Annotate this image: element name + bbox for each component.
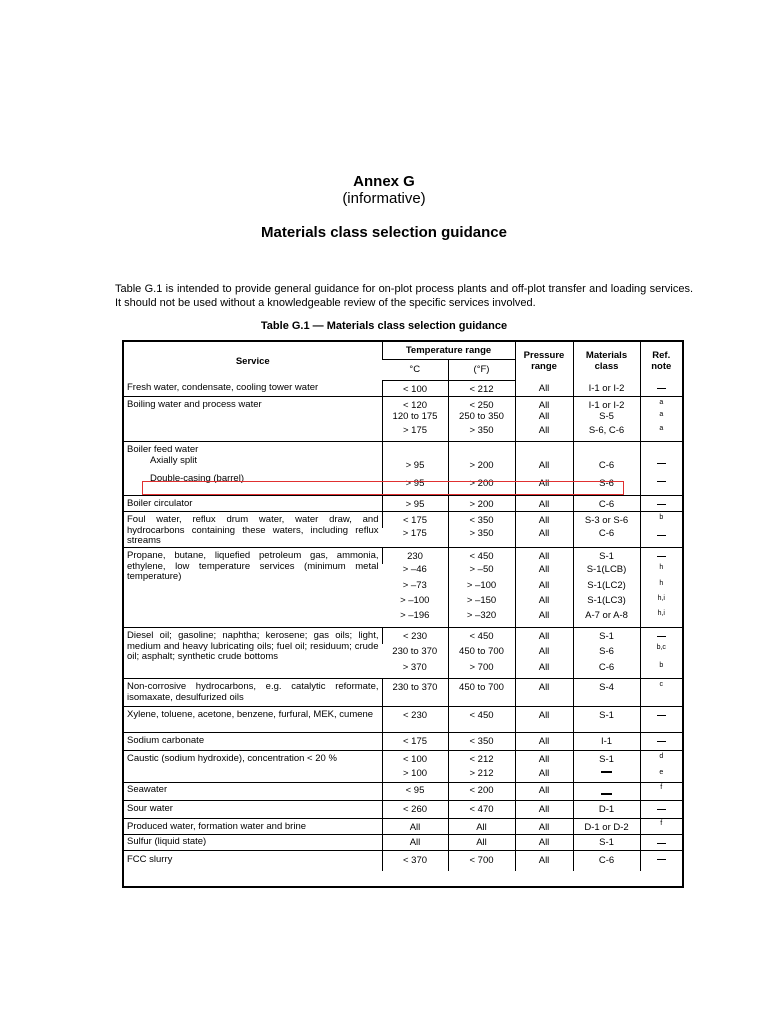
ref-note-cell (640, 851, 682, 871)
ref-note-cell: h,i (640, 595, 682, 610)
pressure-cell: All (515, 456, 573, 474)
ref-note-cell (640, 628, 682, 644)
header-temperature-range: Temperature range (382, 342, 515, 359)
materials-class-cell: D-1 (573, 801, 640, 819)
pressure-cell: All (515, 679, 573, 707)
temp-c-cell: > 100 (382, 767, 448, 783)
row-diesel-oil (124, 628, 682, 679)
temp-f-cell: > 700 (448, 662, 515, 679)
temp-f-cell: > 350 (448, 528, 515, 548)
materials-class-cell (573, 767, 640, 783)
service-cell: Boiler feed water (127, 444, 199, 455)
table-caption: Table G.1 — Materials class selection guidance (260, 320, 508, 332)
annex-title: Annex G (353, 173, 415, 190)
materials-class-cell: S-1 (573, 835, 640, 851)
temp-c-cell: 230 to 370 (392, 645, 438, 657)
page-title: Materials class selection guidance (261, 224, 507, 241)
materials-class-cell: I-1 (573, 733, 640, 751)
pressure-cell: All (515, 496, 573, 512)
temp-f-cell: > 350 (448, 425, 515, 442)
materials-class-cell: C-6 (573, 456, 640, 474)
ref-note-cell: h (640, 580, 682, 595)
row-propane-low-temp (124, 548, 682, 628)
materials-class-cell: S-4 (573, 679, 640, 707)
pressure-cell: All (515, 595, 573, 610)
pressure-cell: All (515, 644, 573, 662)
temp-f-cell: < 450 (448, 548, 515, 564)
temp-c-cell: 230 to 370 (382, 679, 448, 707)
row-fcc-slurry (124, 851, 682, 871)
temp-f-cell: 450 to 700 (448, 644, 515, 662)
dash-mark (657, 535, 666, 536)
temp-f-cell: 250 to 350 (448, 411, 515, 425)
temp-c-cell: < 95 (382, 783, 448, 801)
row-sulfur (124, 835, 682, 851)
temp-f-cell: < 250 (448, 396, 515, 411)
service-cell: Sodium carbonate (127, 735, 205, 746)
ref-note-cell (640, 548, 682, 564)
ref-note-cell (640, 707, 682, 733)
temp-c-cell: > 95 (382, 456, 448, 474)
pressure-cell: All (515, 564, 573, 580)
service-cell: Propane, butane, liquefied petroleum gas, ammonia, ethylene, low temperature services (minimum metal temperature) (127, 550, 379, 582)
table-header (124, 342, 682, 380)
temp-f-cell: > –150 (448, 595, 515, 610)
materials-class-cell: S-6 (573, 644, 640, 662)
temp-c-cell: > –196 (400, 609, 430, 621)
service-cell: Diesel oil; gasoline; naphtha; kerosene; gas oils; light, medium and heavy lubricating oils; fuel oil; residuum; crude oil; asphalt; synthetic crude bottoms (127, 630, 379, 662)
pressure-cell: All (515, 512, 573, 528)
highlight-box (142, 481, 624, 495)
pressure-cell: All (515, 851, 573, 871)
materials-table (122, 340, 684, 888)
intro-paragraph: Table G.1 is intended to provide general guidance for on-plot process plants and off-plot transfer and loading services. It should not be used without a knowledgeable review of the specific services involved. (115, 283, 693, 309)
temp-f-cell: < 450 (448, 707, 515, 733)
pressure-cell: All (515, 783, 573, 801)
temp-c-cell: < 260 (382, 801, 448, 819)
pressure-cell: All (515, 528, 573, 548)
row-xylene (124, 707, 682, 733)
temp-c-cell: < 100 (382, 380, 448, 396)
temp-f-cell: > –100 (448, 580, 515, 595)
temp-c-cell: < 230 (382, 628, 448, 644)
materials-class-cell: S-1 (573, 707, 640, 733)
temp-c-cell: < 175 (382, 512, 448, 528)
row-sodium-carbonate (124, 733, 682, 751)
materials-class-cell: S-1 (573, 628, 640, 644)
pressure-cell: All (515, 396, 573, 411)
pressure-cell: All (515, 628, 573, 644)
ref-note-cell (640, 380, 682, 396)
pressure-cell: All (515, 733, 573, 751)
temp-c-cell: 120 to 175 (382, 411, 448, 425)
temp-c-cell: 230 (382, 548, 448, 564)
temp-f-cell: All (448, 835, 515, 851)
temp-f-cell: > 200 (448, 474, 515, 496)
service-cell: Sulfur (liquid state) (127, 836, 207, 847)
header-materials-class: Materials class (573, 342, 640, 380)
temp-c-cell: All (382, 835, 448, 851)
dash-mark (657, 809, 666, 810)
materials-class-cell: S-6, C-6 (573, 425, 640, 442)
temp-f-cell: < 350 (448, 512, 515, 528)
service-cell-double-casing: Double-casing (barrel) (150, 472, 244, 484)
service-cell: Caustic (sodium hydroxide), concentration < 20 % (127, 753, 337, 764)
dash-mark (657, 556, 666, 557)
materials-class-cell: S-6 (573, 474, 640, 496)
dash-mark (657, 463, 666, 464)
temp-c-cell: All (382, 819, 448, 835)
materials-class-cell (573, 783, 640, 801)
temp-f-cell: < 200 (448, 783, 515, 801)
header-service: Service (235, 355, 270, 367)
header-deg-f: (°F) (448, 359, 515, 380)
materials-class-cell: C-6 (573, 528, 640, 548)
pressure-cell: All (515, 819, 573, 835)
temp-f-cell: > 212 (448, 767, 515, 783)
service-cell: Boiler circulator (127, 498, 193, 509)
temp-c-cell: < 370 (382, 851, 448, 871)
temp-c-cell: < 120 (382, 396, 448, 411)
temp-f-cell: < 350 (448, 733, 515, 751)
pressure-cell: All (515, 425, 573, 442)
temp-f-cell: < 212 (448, 380, 515, 396)
pressure-cell: All (515, 548, 573, 564)
row-caustic (124, 751, 682, 783)
service-cell: Sour water (127, 803, 173, 814)
temp-f-cell: > 200 (448, 496, 515, 512)
service-cell: Xylene, toluene, acetone, benzene, furfural, MEK, cumene (127, 709, 374, 720)
row-produced-water (124, 819, 682, 835)
dash-mark (657, 715, 666, 716)
row-seawater (124, 783, 682, 801)
dash-mark (657, 843, 666, 844)
row-foul-water (124, 512, 682, 548)
header-deg-c: °C (382, 359, 448, 380)
annex-informative-label: (informative) (342, 190, 426, 207)
materials-class-cell: C-6 (573, 662, 640, 679)
service-cell: Fresh water, condensate, cooling tower water (127, 382, 319, 393)
ref-note-cell: c (640, 679, 682, 707)
dash-mark (657, 741, 666, 742)
ref-note-cell: a (640, 425, 682, 442)
row-sour-water (124, 801, 682, 819)
materials-class-cell: S-1(LC2) (573, 580, 640, 595)
ref-note-cell (640, 733, 682, 751)
header-pressure-range: Pressure range (515, 342, 573, 380)
ref-note-cell: d (640, 751, 682, 767)
materials-class-cell: S-5 (573, 411, 640, 425)
materials-class-cell: A-7 or A-8 (573, 610, 640, 628)
temp-c-cell: > 175 (402, 527, 427, 539)
materials-class-cell: S-1(LCB) (573, 564, 640, 580)
temp-c-cell: > –46 (402, 563, 427, 575)
dash-mark (657, 388, 666, 389)
materials-class-cell: S-1 (573, 751, 640, 767)
ref-note-cell: f (640, 783, 682, 801)
temp-f-cell: 450 to 700 (448, 679, 515, 707)
row-fresh-water (124, 380, 682, 396)
pressure-cell: All (515, 610, 573, 628)
pressure-cell: All (515, 707, 573, 733)
header-ref-note: Ref. note (640, 342, 682, 380)
ref-note-cell: e (640, 767, 682, 783)
temp-f-cell: > –320 (448, 610, 515, 628)
temp-f-cell: > –50 (448, 564, 515, 580)
temp-c-cell: > 95 (382, 496, 448, 512)
ref-note-cell: b,c (640, 644, 682, 662)
temp-c-cell: > –73 (402, 579, 427, 591)
ref-note-cell (640, 456, 682, 474)
pressure-cell: All (515, 751, 573, 767)
temp-c-cell: < 100 (382, 751, 448, 767)
materials-class-cell: I-1 or I-2 (573, 396, 640, 411)
row-boiler-circulator (124, 496, 682, 512)
dash-mark (601, 771, 612, 773)
ref-note-cell (640, 528, 682, 548)
dash-mark (601, 793, 612, 795)
service-cell: FCC slurry (127, 854, 173, 865)
pressure-cell: All (515, 380, 573, 396)
pressure-cell: All (515, 767, 573, 783)
dash-mark (657, 481, 666, 482)
temp-c-cell: < 175 (382, 733, 448, 751)
pressure-cell: All (515, 835, 573, 851)
materials-class-cell: S-1 (573, 548, 640, 564)
temp-f-cell: > 200 (448, 456, 515, 474)
temp-c-cell: > –100 (400, 594, 430, 606)
service-cell: Produced water, formation water and brine (127, 821, 307, 832)
row-boiling-water (124, 396, 682, 442)
pressure-cell: All (515, 662, 573, 679)
ref-note-cell (640, 801, 682, 819)
ref-note-cell: b (640, 512, 682, 528)
pressure-cell: All (515, 801, 573, 819)
temp-c-cell: > 95 (382, 474, 448, 496)
ref-note-cell: h (640, 564, 682, 580)
dash-mark (657, 636, 666, 637)
service-cell: Non-corrosive hydrocarbons, e.g. catalytic reformate, isomaxate, desulfurized oils (127, 681, 379, 703)
dash-mark (657, 504, 666, 505)
materials-class-cell: S-1(LC3) (573, 595, 640, 610)
pressure-cell: All (515, 411, 573, 425)
temp-c-cell: > 175 (382, 425, 448, 442)
service-cell: Seawater (127, 784, 168, 795)
temp-f-cell: < 470 (448, 801, 515, 819)
service-cell: Boiling water and process water (127, 398, 262, 410)
ref-note-cell (640, 474, 682, 496)
ref-note-cell: h,i (640, 610, 682, 628)
ref-note-cell: a (640, 411, 682, 425)
ref-note-cell (640, 835, 682, 851)
temp-c-cell: < 230 (382, 707, 448, 733)
temp-f-cell: < 450 (448, 628, 515, 644)
temp-f-cell: < 700 (448, 851, 515, 871)
dash-mark (657, 859, 666, 860)
materials-class-cell: I-1 or I-2 (573, 380, 640, 396)
service-cell: Foul water, reflux drum water, water draw, and hydrocarbons containing these waters, including reflux streams (127, 514, 379, 546)
materials-class-cell: C-6 (573, 851, 640, 871)
ref-note-cell (640, 496, 682, 512)
temp-f-cell: All (448, 819, 515, 835)
temp-c-cell: > 370 (402, 661, 427, 673)
ref-note-cell: b (640, 662, 682, 679)
service-cell-axially-split: Axially split (150, 454, 197, 466)
pressure-cell: All (515, 580, 573, 595)
row-non-corrosive (124, 679, 682, 707)
temp-f-cell: < 212 (448, 751, 515, 767)
materials-class-cell: C-6 (573, 496, 640, 512)
pressure-cell: All (515, 474, 573, 496)
ref-note-cell: f (640, 819, 682, 835)
materials-class-cell: D-1 or D-2 (573, 819, 640, 835)
materials-class-cell: S-3 or S-6 (573, 512, 640, 528)
ref-note-cell: a (640, 396, 682, 411)
